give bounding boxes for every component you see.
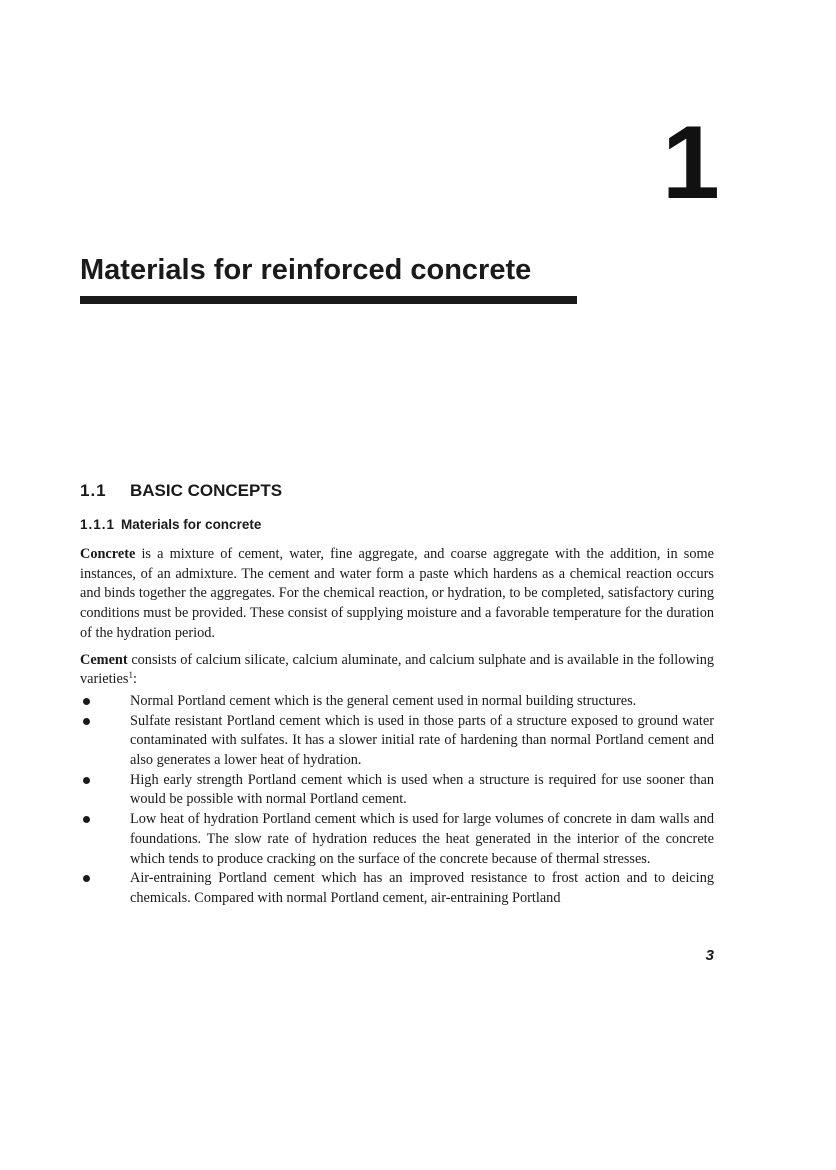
body-text [80, 545, 714, 909]
chapter-title: Materials for reinforced concrete [80, 254, 532, 286]
subsection-number: 1.1.1 [80, 517, 116, 532]
list-item [80, 869, 714, 908]
paragraph-concrete [80, 545, 714, 644]
page-number: 3 [705, 947, 714, 964]
footnote-ref: 1 [128, 670, 133, 681]
list-item-text: Normal Portland cement which is the general cement used in normal building structures. [130, 692, 637, 709]
paragraph-cement [80, 651, 714, 690]
bullet-icon [83, 718, 90, 725]
list-item [80, 692, 714, 712]
section-title: BASIC CONCEPTS [130, 481, 283, 500]
subsection-title: Materials for concrete [121, 517, 262, 532]
list-item-text: Air-entraining Portland cement which has an improved resistance to frost action and to deicing chemicals. Compared with normal Portland cement, air-entraining Portland [130, 870, 714, 906]
list-item-text: Sulfate resistant Portland cement which is used in those parts of a structure exposed to ground water contaminated with sulfates. It has a slower initial rate of hardening than normal Portland cement and also generates a lower heat of hydration. [130, 712, 714, 769]
list-item [80, 712, 714, 771]
subsection-heading [80, 516, 261, 534]
list-item [80, 771, 714, 810]
list-item [80, 810, 714, 869]
cement-varieties-list [80, 692, 714, 909]
bullet-icon [83, 816, 90, 823]
section-heading [80, 480, 282, 502]
term-concrete: Concrete [80, 546, 136, 562]
bullet-icon [83, 875, 90, 882]
list-item-text: Low heat of hydration Portland cement which is used for large volumes of concrete in dam walls and foundations. The slow rate of hydration reduces the heat generated in the interior of the concrete which tends to produce cracking on the surface of the concrete because of thermal stresses. [130, 811, 714, 867]
paragraph-concrete-text: is a mixture of cement, water, fine aggregate, and coarse aggregate with the addition, in some instances, of an admixture. The cement and water form a paste which hardens as a chemical reaction occurs and binds together the aggregates. For the chemical reaction, or hydration, to be completed, satisfactory curing conditions must be provided. These consist of supplying moisture and a favorable temperature for the duration of the hydration period. [80, 546, 714, 641]
paragraph-cement-tail: : [132, 671, 137, 688]
list-item-text: High early strength Portland cement which is used when a structure is required for use sooner than would be possible with normal Portland cement. [130, 771, 714, 808]
title-rule [80, 296, 577, 304]
chapter-number: 1 [662, 105, 720, 221]
paragraph-cement-text: consists of calcium silicate, calcium aluminate, and calcium sulphate and is available in the following varieties [80, 651, 714, 688]
term-cement: Cement [80, 651, 128, 668]
section-number: 1.1 [80, 481, 107, 500]
bullet-icon [83, 698, 90, 705]
bullet-icon [83, 777, 90, 784]
